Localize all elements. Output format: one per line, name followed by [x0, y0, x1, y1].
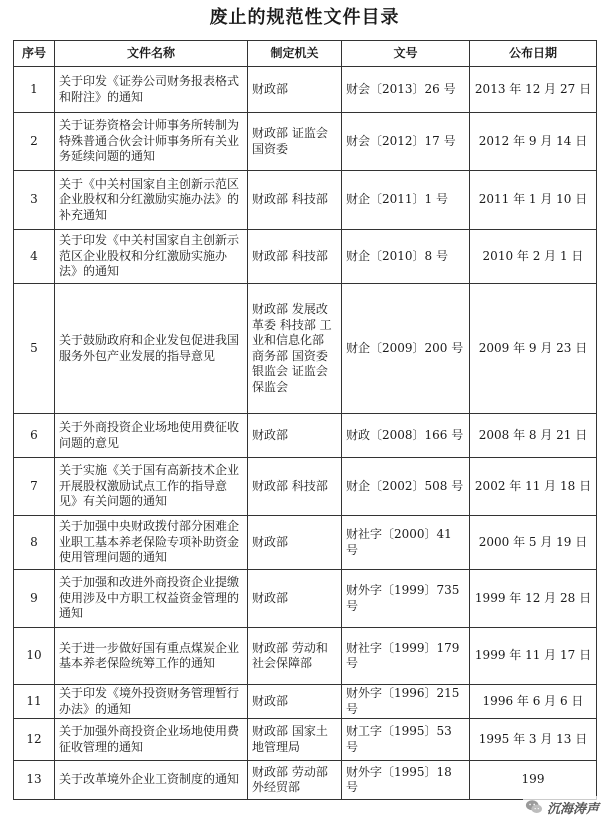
document-name: 关于加强中央财政拨付部分困难企业职工基本养老保险专项补助资金使用管理问题的通知	[55, 516, 248, 570]
document-name: 关于实施《关于国有高新技术企业开展股权激励试点工作的指导意见》有关问题的通知	[55, 458, 248, 516]
table-header-row	[14, 41, 597, 67]
table-row	[14, 171, 597, 230]
issuing-authority: 财政部	[248, 67, 342, 113]
table-row	[14, 685, 597, 719]
table-row	[14, 458, 597, 516]
document-number: 财企〔2010〕8 号	[342, 230, 470, 284]
document-name: 关于《中关村国家自主创新示范区企业股权和分红激励实施办法》的补充通知	[55, 171, 248, 230]
document-name: 关于改革境外企业工资制度的通知	[55, 761, 248, 800]
row-number: 11	[14, 685, 55, 719]
document-name: 关于鼓励政府和企业发包促进我国服务外包产业发展的指导意见	[55, 284, 248, 414]
row-number: 7	[14, 458, 55, 516]
document-number: 财会〔2012〕17 号	[342, 113, 470, 171]
document-name: 关于印发《证券公司财务报表格式和附注》的通知	[55, 67, 248, 113]
issuing-authority: 财政部 发展改革委 科技部 工业和信息化部 商务部 国资委 银监会 证监会 保监会	[248, 284, 342, 414]
row-number: 6	[14, 414, 55, 458]
document-number: 财企〔2011〕1 号	[342, 171, 470, 230]
document-name: 关于印发《中关村国家自主创新示范区企业股权和分红激励实施办法》的通知	[55, 230, 248, 284]
document-name: 关于加强外商投资企业场地使用费征收管理的通知	[55, 719, 248, 761]
issuing-authority: 财政部 劳动和社会保障部	[248, 628, 342, 685]
row-number: 1	[14, 67, 55, 113]
table-row	[14, 230, 597, 284]
publish-date: 2013 年 12 月 27 日	[470, 67, 597, 113]
row-number: 2	[14, 113, 55, 171]
document-name: 关于进一步做好国有重点煤炭企业基本养老保险统筹工作的通知	[55, 628, 248, 685]
issuing-authority: 财政部	[248, 414, 342, 458]
issuing-authority: 财政部 劳动部 外经贸部	[248, 761, 342, 800]
row-number: 8	[14, 516, 55, 570]
issuing-authority: 财政部 证监会 国资委	[248, 113, 342, 171]
row-number: 10	[14, 628, 55, 685]
issuing-authority: 财政部 国家土地管理局	[248, 719, 342, 761]
document-number: 财企〔2009〕200 号	[342, 284, 470, 414]
document-number: 财社字〔1999〕179 号	[342, 628, 470, 685]
document-number: 财社字〔2000〕41 号	[342, 516, 470, 570]
row-number: 3	[14, 171, 55, 230]
table-row	[14, 761, 597, 800]
repealed-documents-table	[13, 40, 597, 800]
publish-date: 2000 年 5 月 19 日	[470, 516, 597, 570]
column-header-name: 文件名称	[55, 41, 248, 67]
watermark	[523, 796, 601, 818]
publish-date: 1996 年 6 月 6 日	[470, 685, 597, 719]
publish-date: 1999 年 12 月 28 日	[470, 570, 597, 628]
issuing-authority: 财政部 科技部	[248, 458, 342, 516]
publish-date: 1999 年 11 月 17 日	[470, 628, 597, 685]
column-header-issuer: 制定机关	[248, 41, 342, 67]
column-header-date: 公布日期	[470, 41, 597, 67]
row-number: 5	[14, 284, 55, 414]
publish-date: 2002 年 11 月 18 日	[470, 458, 597, 516]
table-row	[14, 628, 597, 685]
document-number: 财会〔2013〕26 号	[342, 67, 470, 113]
table-row	[14, 414, 597, 458]
table-row	[14, 516, 597, 570]
row-number: 12	[14, 719, 55, 761]
row-number: 4	[14, 230, 55, 284]
document-number: 财外字〔1999〕735 号	[342, 570, 470, 628]
document-name: 关于外商投资企业场地使用费征收问题的意见	[55, 414, 248, 458]
issuing-authority: 财政部	[248, 685, 342, 719]
table-row	[14, 284, 597, 414]
publish-date: 2010 年 2 月 1 日	[470, 230, 597, 284]
publish-date: 2011 年 1 月 10 日	[470, 171, 597, 230]
table-row	[14, 113, 597, 171]
document-number: 财工字〔1995〕53 号	[342, 719, 470, 761]
page-title: 废止的规范性文件目录	[209, 7, 400, 28]
table-row	[14, 719, 597, 761]
document-number: 财外字〔1995〕18 号	[342, 761, 470, 800]
issuing-authority: 财政部	[248, 516, 342, 570]
document-name: 关于加强和改进外商投资企业提缴使用涉及中方职工权益资金管理的通知	[55, 570, 248, 628]
table-row	[14, 67, 597, 113]
publish-date: 2012 年 9 月 14 日	[470, 113, 597, 171]
document-number: 财企〔2002〕508 号	[342, 458, 470, 516]
document-name: 关于印发《境外投资财务管理暂行办法》的通知	[55, 685, 248, 719]
issuing-authority: 财政部 科技部	[248, 230, 342, 284]
publish-date: 199	[470, 761, 597, 800]
watermark-text: 沉海涛声	[546, 801, 599, 817]
document-name: 关于证券资格会计师事务所转制为特殊普通合伙会计师事务所有关业务延续问题的通知	[55, 113, 248, 171]
table-body	[14, 67, 597, 800]
publish-date: 2009 年 9 月 23 日	[470, 284, 597, 414]
publish-date: 2008 年 8 月 21 日	[470, 414, 597, 458]
document-number: 财政〔2008〕166 号	[342, 414, 470, 458]
column-header-no: 序号	[14, 41, 55, 67]
wechat-icon	[525, 798, 543, 816]
issuing-authority: 财政部	[248, 570, 342, 628]
row-number: 13	[14, 761, 55, 800]
publish-date: 1995 年 3 月 13 日	[470, 719, 597, 761]
issuing-authority: 财政部 科技部	[248, 171, 342, 230]
row-number: 9	[14, 570, 55, 628]
column-header-ref: 文号	[342, 41, 470, 67]
table-row	[14, 570, 597, 628]
document-number: 财外字〔1996〕215 号	[342, 685, 470, 719]
